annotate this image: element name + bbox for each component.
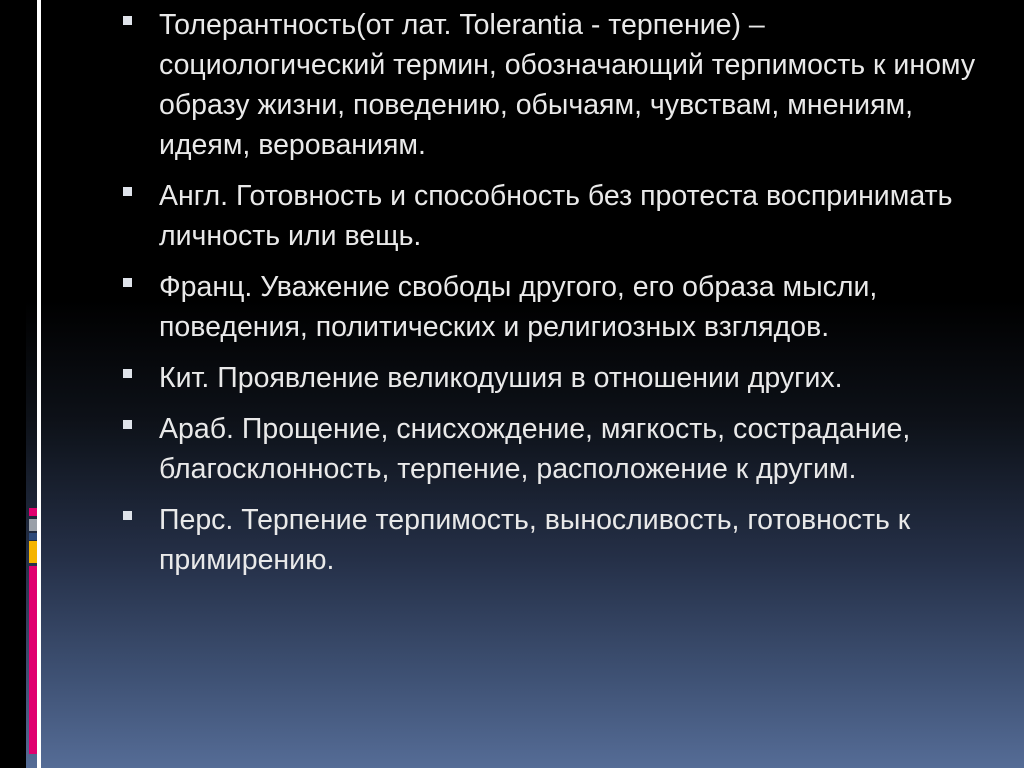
bullet-text: Араб. Прощение, снисхождение, мягкость, сострадание, благосклонность, терпение, расположение к другим. <box>159 413 911 485</box>
bullet-item-french <box>121 267 981 347</box>
bullet-text: Перс. Терпение терпимость, выносливость, готовность к примирению. <box>159 504 911 576</box>
square-bullet-icon <box>123 511 132 520</box>
accent-orange-bar <box>29 541 37 563</box>
accent-pink-bar <box>29 566 37 754</box>
bullet-text: Англ. Готовность и способность без протеста воспринимать личность или вещь. <box>159 180 953 252</box>
bullet-item-persian <box>121 500 981 580</box>
square-bullet-icon <box>123 187 132 196</box>
bullet-item-arabic <box>121 409 981 489</box>
accent-gray-square <box>29 519 37 531</box>
bullet-text: Кит. Проявление великодушия в отношении других. <box>159 362 843 394</box>
accent-pink-square <box>29 508 37 516</box>
bullet-list <box>121 5 981 591</box>
bullet-text: Толерантность(от лат. Tolerantia - терпение) – социологический термин, обозначающий терпимость к иному образу жизни, поведению, обычаям, чувствам, мнениям, идеям, верованиям. <box>159 9 976 161</box>
bullet-item-chinese <box>121 358 981 398</box>
vertical-divider-line <box>37 0 41 768</box>
accent-blue-square <box>29 533 37 540</box>
left-edge-band <box>0 0 26 768</box>
square-bullet-icon <box>123 369 132 378</box>
bullet-item-english <box>121 176 981 256</box>
bullet-text: Франц. Уважение свободы другого, его образа мысли, поведения, политических и религиозных взглядов. <box>159 271 878 343</box>
square-bullet-icon <box>123 420 132 429</box>
square-bullet-icon <box>123 278 132 287</box>
bullet-item-tolerance-definition <box>121 5 981 165</box>
square-bullet-icon <box>123 16 132 25</box>
